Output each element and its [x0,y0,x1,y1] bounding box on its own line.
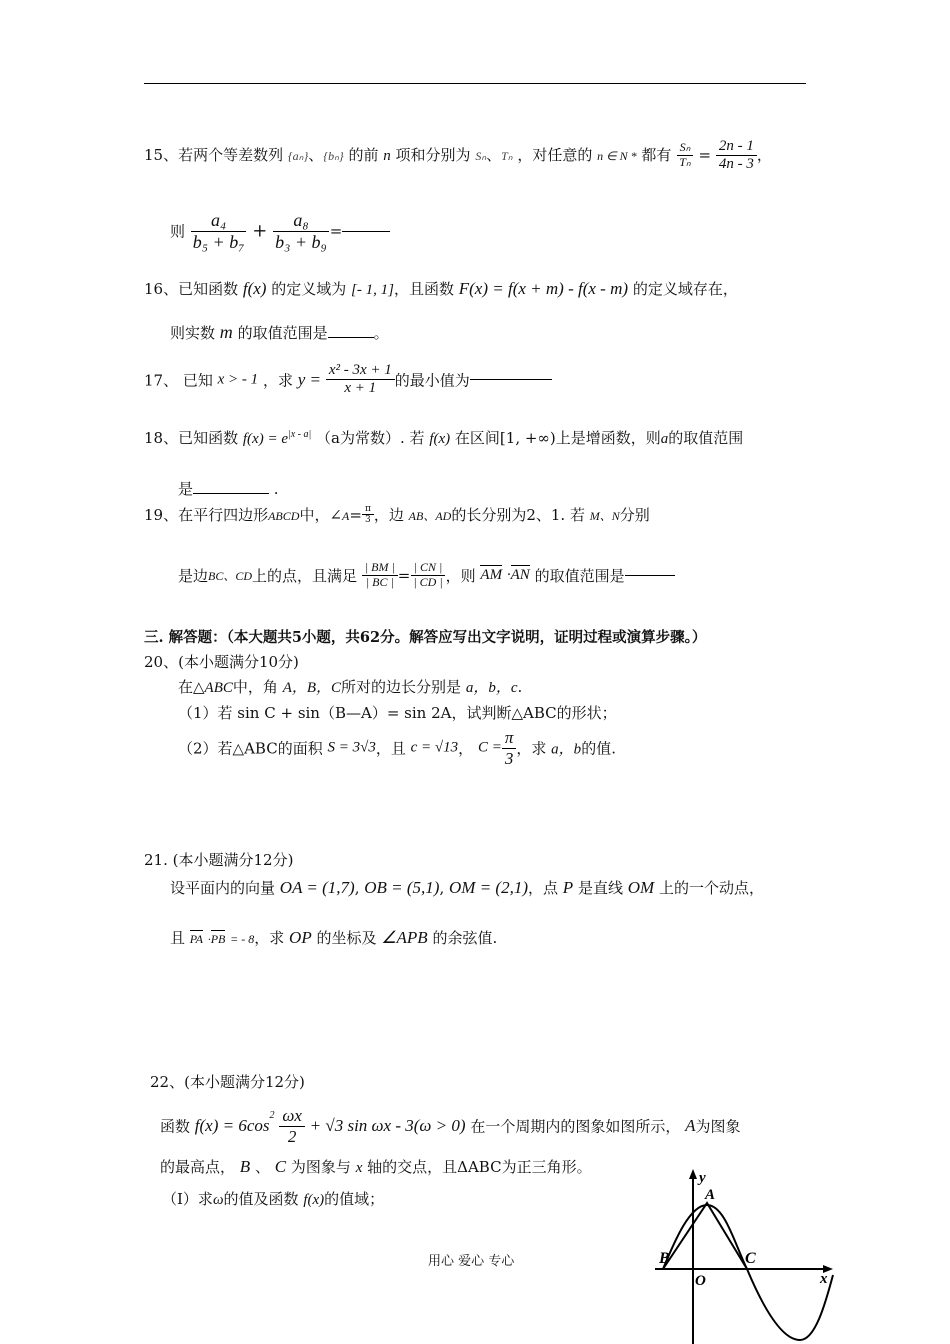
label-y: y [699,1170,706,1186]
question-16-line1: 16、已知函数 f(x) 的定义域为 [- 1, 1]，且函数 F(x) = f(x + m) - f(x - m) 的定义域存在， [144,279,738,298]
question-19-line2: 是边BC、CD上的点，且满足 $\frac{| BM |}{| BC |}$ = $\frac{| CN |}{| CD |}$ ，则 AM ·AN 的取值范围是 [178,561,675,590]
question-15-line2: 则 $\frac{\text{a₄}}{\text{b₅ + b₇}}$ + $\frac{\text{a₈}}{\text{b₃ + b₉}}$ = [170,210,390,252]
question-22-line2: 的最高点， B 、 C 为图象与 x 轴的交点，且ΔABC为正三角形。 [160,1157,592,1176]
label-o: O [695,1273,706,1289]
page-footer: 用心 爱心 专心 [428,1254,515,1269]
header-rule [144,83,806,84]
question-20-title: 20、(本小题满分10分) [144,653,299,671]
label-a: A [705,1187,716,1203]
label-c: C [745,1250,756,1267]
question-20-intro: 在△ABC中，角 A，B，C所对的边长分别是 a，b，c. [178,678,523,696]
answer-blank-19 [625,575,675,576]
sine-graph-figure [655,1165,845,1344]
question-21-line1: 设平面内的向量 OA = (1,7), OB = (5,1), OM = (2,1)，点 P 是直线 OM 上的一个动点， [170,878,765,897]
answer-blank-15 [342,231,390,232]
answer-blank-17 [470,379,552,380]
question-21-line2: 且 PA ·PB = - 8，求 OP 的坐标及 ∠APB 的余弦值. [170,928,498,947]
question-21-title: 21. (本小题满分12分) [144,851,294,869]
sine-curve [663,1205,833,1340]
question-22-title: 22、(本小题满分12分) [150,1073,305,1091]
question-18-line2: 是 . [178,480,279,498]
question-19-line1: 19、在平行四边形ABCD中，∠A= $\frac{\pi}{3}$ ，边 AB、AD的长分别为2、1. 若 M、N分别 [144,504,650,526]
answer-blank-16 [328,337,374,338]
label-x: x [820,1271,828,1287]
question-17: 17、 已知 x > - 1 ，求 y = $\frac{\text{x² - 3x + 1}}{x + 1}$ 的最小值为 [144,362,552,398]
question-22-part1: （Ⅰ）求ω的值及函数 f(x)的值域； [162,1190,385,1208]
triangle-abc [663,1203,747,1269]
question-20-part2: （2）若△ABC的面积 S = 3√3，且 c = √13， C = $\frac{\pi}{3}$ ，求 a，b的值. [178,728,616,768]
question-16-line2: 则实数 m 的取值范围是 。 [170,322,389,342]
question-22-line1: 函数 $f(x) = 6\cos^2$ $\frac{\omega x}{2}$ + √3 sin ωx - 3(ω > 0) 在一个周期内的图象如图所示， A为图象 [160,1106,741,1146]
label-b: B [659,1250,670,1267]
question-20-part1: （1）若 sin C + sin（B—A）= sin 2A，试判断△ABC的形状； [178,704,617,722]
y-axis-arrow [689,1169,697,1179]
section-3-heading: 三. 解答题：（本大题共5小题，共62分。解答应写出文字说明，证明过程或演算步骤。） [144,629,707,646]
answer-blank-18 [193,493,269,494]
question-18-line1: 18、已知函数 $f(x) = e^{|x - a|}$ （a为常数）. 若 f(x) 在区间[1, +∞)上是增函数，则a的取值范围 [144,429,744,447]
question-15-line1: 15、若两个等差数列 {aₙ}、{bₙ} 的前 n 项和分别为 Sₙ、Tₙ ，对任意的 n ∈ N * 都有 $\frac{\text{Sₙ}}{\text{Tₙ}}$ = $\frac{2n - 1}{4n - 3}$ ， [144,138,772,173]
